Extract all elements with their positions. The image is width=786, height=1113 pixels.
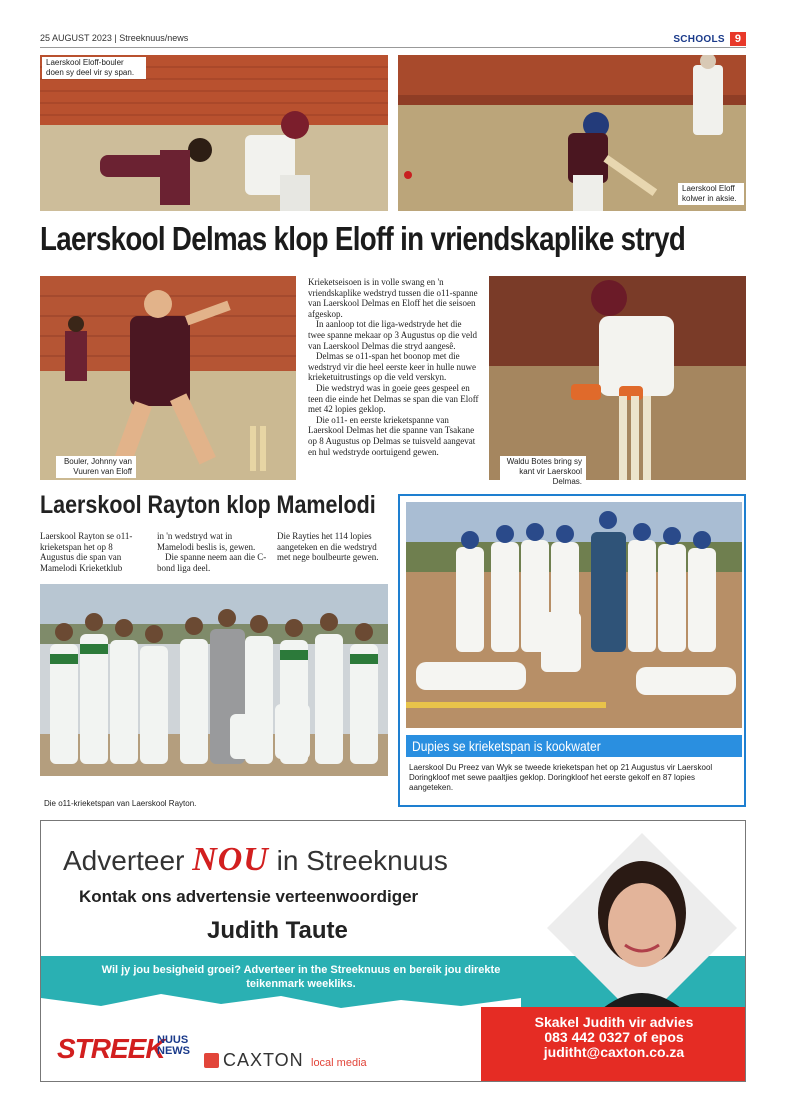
ad-contact-line: Kontak ons advertensie verteenwoordiger [79, 887, 419, 906]
article2-col2-p1: in 'n wedstryd wat in Mamelodi beslis is, gewen. [157, 531, 256, 552]
ad-title [63, 841, 448, 879]
streeknuus-logo-sub [157, 1035, 190, 1057]
ad-cta-phone: 083 442 0327 of epos [544, 1029, 684, 1045]
ad-title-post: in Streeknuus [276, 845, 448, 876]
article1-body [308, 277, 480, 457]
page-number: 9 [730, 32, 746, 46]
article1-paragraph: Die wedstryd was in goeie gees gespeel en teen die einde het Delmas se span die van Eloff met 42 lopies geklop. [308, 382, 479, 415]
article3-headline: Dupies se krieketspan is kookwater [412, 738, 601, 754]
article2-headline: Laerskool Rayton klop Mamelodi [40, 491, 376, 519]
photo-left-caption: Bouler, Johnny van Vuuren van Eloff [56, 456, 136, 478]
ad-cta-email: juditht@caxton.co.za [543, 1044, 685, 1060]
article3-body: Laerskool Du Preez van Wyk se tweede krieketspan het op 21 Augustus vir Laerskool Doringkloof met sewe paaltjies geklop. Doringkloof het eerste gekolf en 87 lopies aangeteken. [409, 763, 713, 792]
dateline: 25 AUGUST 2023 | Streeknuus/news [40, 33, 189, 43]
streeknuus-logo: STREEK [57, 1033, 165, 1064]
article1-paragraph: Delmas se o11-span het boonop met die wedstryd vir die heel eerste keer in hulle nuwe krieketuitrustings op die veld verskyn. [308, 351, 476, 383]
advertisement [40, 820, 746, 1082]
ad-banner-text: Wil jy jou besigheid groei? Adverteer in the Streeknuus en bereik jou direkte teikenmark weekliks. [101, 964, 501, 990]
top-right-caption: Laerskool Eloff kolwer in aksie. [678, 183, 744, 205]
article1-paragraph: In aanloop tot die liga-wedstryde het die twee spanne mekaar op 3 Augustus op die veld van Laerskool Delmas die stryd aangesê. [308, 319, 477, 351]
article2-col2 [157, 531, 269, 573]
photo-dupies-team [406, 502, 742, 728]
article1-paragraph: Krieketseisoen is in volle swang en 'n vriendskaplike wedstryd tussen die o11-spanne van Laerskool Delmas en Eloff het die seisoen afgeskop. [308, 277, 478, 319]
caxton-local-media: local media [311, 1057, 367, 1069]
judith-portrait [547, 833, 737, 1023]
article3-headline-band [406, 735, 742, 757]
rayton-photo-caption: Die o11-krieketspan van Laerskool Rayton. [44, 799, 197, 808]
top-left-caption: Laerskool Eloff-bouler doen sy deel vir sy span. [42, 57, 146, 79]
photo-right-caption: Waldu Botes bring sy kant vir Laerskool Delmas. [500, 456, 586, 488]
article1-headline: Laerskool Delmas klop Eloff in vriendskaplike stryd [40, 220, 686, 257]
ad-cta-box [481, 1007, 746, 1082]
caxton-logo: CAXTON [223, 1050, 304, 1070]
logo-nuus-text: NUUS [157, 1034, 189, 1046]
photo-johnny-van-vuuren [40, 276, 296, 480]
header-rule [40, 47, 746, 48]
article2-col3: Die Rayties het 114 lopies aangeteken en die wedstryd met nege boulbeurte gewen. [277, 531, 379, 563]
photo-rayton-team [40, 584, 388, 776]
ad-cta-line1: Skakel Judith vir advies [534, 1014, 694, 1030]
photo-waldu-botes [489, 276, 746, 480]
section-header [673, 32, 746, 46]
section-name: SCHOOLS [673, 33, 725, 45]
article2-col1: Laerskool Rayton se o11-krieketspan het op 8 Augustus die span van Mamelodi Krieketklub [40, 531, 133, 573]
ad-rep-name: Judith Taute [207, 917, 348, 944]
logo-news-text: NEWS [157, 1045, 190, 1057]
ad-title-pre: Adverteer [63, 845, 185, 876]
article1-paragraph: Die o11- en eerste krieketspanne van Laerskool Delmas het die spanne van Tsakane op 8 Augustus op Delmas se tuisveld aangevat en hul wedstryde oortuigend gewen. [308, 414, 476, 457]
article2-col2-p2: Die spanne neem aan die C-bond liga deel. [157, 552, 267, 573]
ad-title-highlight: NOU [192, 841, 269, 878]
caxton-logo-icon [204, 1053, 219, 1068]
